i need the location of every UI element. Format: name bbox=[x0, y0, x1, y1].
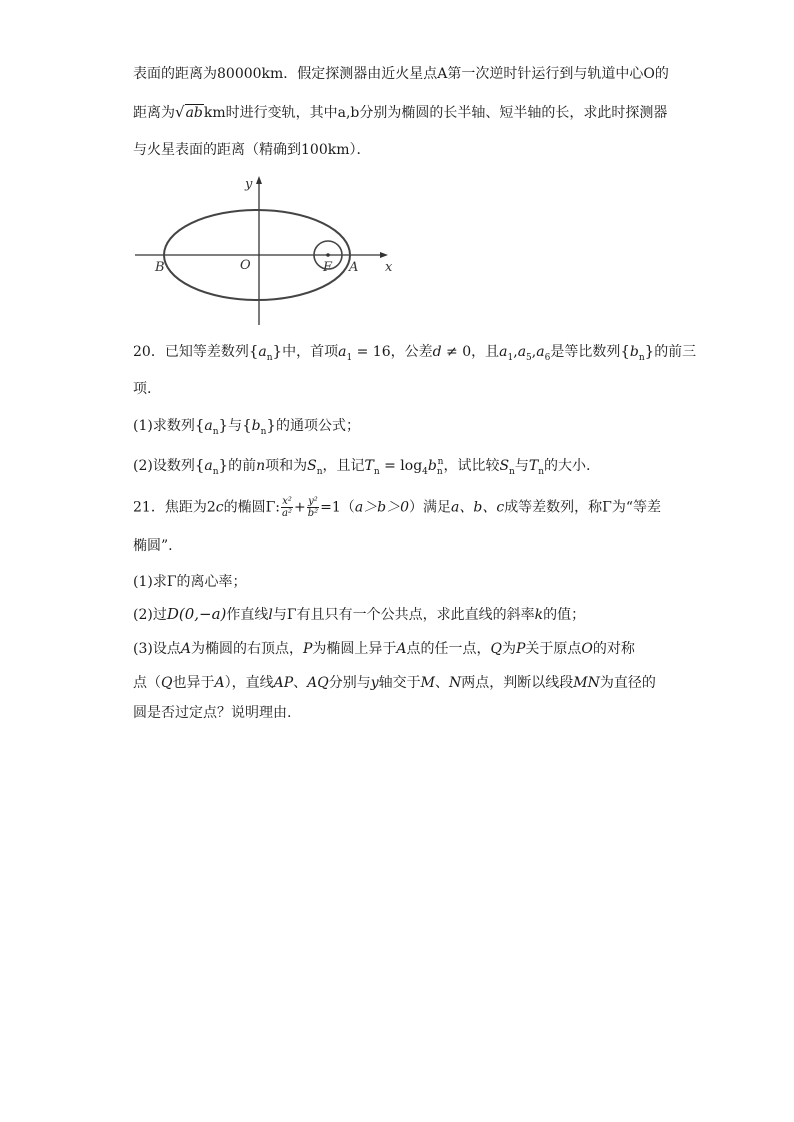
k-var: k bbox=[534, 607, 544, 623]
term-sub-5: 5 bbox=[526, 352, 532, 363]
q21-part-1: (1)求Γ的离心率； bbox=[133, 574, 247, 590]
q20-text-a: 已知等差数列 bbox=[164, 344, 249, 360]
sep: 、 bbox=[293, 675, 308, 691]
p3-g: 的对称 bbox=[592, 641, 635, 657]
q21-text-a: 焦距为2 bbox=[164, 499, 216, 516]
point-D: D(0,−a) bbox=[166, 605, 227, 623]
M-var: M bbox=[420, 675, 435, 691]
b-in-log: b bbox=[427, 458, 437, 474]
brace: } bbox=[266, 416, 276, 434]
brace: { bbox=[194, 456, 205, 474]
q20-p2-mid5: 与 bbox=[514, 458, 529, 474]
q20-p1-mid: 与 bbox=[228, 418, 243, 434]
S-sub: n bbox=[316, 466, 323, 477]
S-var: S bbox=[307, 458, 317, 474]
T-var: T bbox=[364, 458, 374, 474]
A-var: A bbox=[180, 641, 191, 657]
brace: } bbox=[218, 416, 229, 434]
q20-p2-mid4: ，试比较 bbox=[443, 458, 500, 474]
q21-p2-a: 作直线 bbox=[226, 607, 269, 623]
b-sup: n bbox=[437, 457, 444, 468]
q20-p2-mid3: ，且记 bbox=[322, 458, 365, 474]
point-label-F: F bbox=[323, 260, 333, 275]
q21-p2-b: 与Γ有且只有一个公共点，求此直线的斜率 bbox=[272, 607, 535, 623]
brace: } bbox=[218, 456, 229, 474]
y-var: y bbox=[370, 675, 379, 691]
S-sub-2: n bbox=[509, 466, 515, 477]
q21-line-1 bbox=[133, 496, 661, 519]
Q-var-2: Q bbox=[161, 675, 173, 691]
p3-l2-d: 分别与 bbox=[328, 675, 371, 691]
q20-text-b: 中，首项 bbox=[282, 344, 339, 360]
fx-den: a² bbox=[282, 508, 293, 519]
P-var-2: P bbox=[516, 641, 526, 657]
sqrt-ab-text: ab bbox=[185, 105, 203, 121]
T-sub-2: n bbox=[538, 466, 544, 477]
q20-text-e: 是等比数列 bbox=[550, 344, 621, 360]
q20-text-f: 的前三 bbox=[654, 344, 697, 360]
fraction-x bbox=[281, 496, 293, 519]
p3-b: 为椭圆的右顶点， bbox=[190, 641, 303, 657]
q19-line-3: 与火星表面的距离（精确到100km）． bbox=[133, 142, 371, 158]
brace: { bbox=[242, 416, 252, 434]
point-label-B: B bbox=[155, 260, 165, 275]
q21-text-b: 的椭圆Γ: bbox=[223, 499, 281, 516]
q19-line-2: 距离为√abkm时进行变轨，其中a,b分别为椭圆的长半轴、短半轴的长，求此时探测器 bbox=[133, 103, 668, 121]
q21-text-c: ）满足 bbox=[409, 499, 452, 516]
focus-dot bbox=[326, 253, 330, 257]
q21-part-2 bbox=[133, 604, 585, 625]
d-cond: ≠ 0 bbox=[441, 344, 472, 360]
q21-line-2: 椭圆”. bbox=[133, 538, 173, 554]
q21-p2-c: 的值； bbox=[543, 607, 586, 623]
a1-val: = 16 bbox=[352, 344, 391, 360]
q19-line-2-pre: 距离为 bbox=[133, 105, 175, 121]
q20-part-1 bbox=[133, 415, 360, 436]
p3-l2-f: 两点，判断以线段 bbox=[461, 675, 574, 691]
A-var-3: A bbox=[214, 675, 225, 691]
cond: a＞b＞0 bbox=[354, 499, 410, 516]
a1: a bbox=[338, 344, 347, 360]
q20-p2-pre: (2)设数列 bbox=[133, 458, 195, 474]
q21-part-3-line-3: 圆是否过定点？说明理由. bbox=[133, 705, 292, 721]
q20-p1-pre: (1)求数列 bbox=[133, 418, 195, 434]
n-var: n bbox=[256, 458, 266, 474]
p3-l2-e: 轴交于 bbox=[378, 675, 421, 691]
q20-text-c: ，公差 bbox=[390, 344, 433, 360]
log-base: 4 bbox=[422, 466, 428, 477]
T-sub: n bbox=[373, 466, 380, 477]
point-label-A: A bbox=[349, 260, 359, 275]
q20-p2-mid2: 项和为 bbox=[265, 458, 308, 474]
p3-l2-c: ），直线 bbox=[224, 675, 274, 691]
plus: + bbox=[294, 499, 306, 516]
O-var: O bbox=[581, 641, 593, 657]
term-a6: a bbox=[536, 344, 545, 360]
d-var: d bbox=[432, 344, 442, 360]
q21-part-3-line-2 bbox=[133, 673, 656, 693]
sub-n-p1: n bbox=[212, 426, 219, 437]
y-axis-label: y bbox=[245, 177, 253, 192]
fy-den: b² bbox=[307, 508, 319, 519]
q20-p2-post: 的大小. bbox=[543, 458, 591, 474]
AP-var: AP bbox=[273, 675, 294, 691]
x-axis-label: x bbox=[385, 260, 393, 275]
log: = log bbox=[379, 458, 423, 474]
sub-n-b: n bbox=[638, 352, 645, 363]
MN-var: MN bbox=[573, 675, 600, 691]
l-var: l bbox=[268, 607, 273, 623]
brace-close: } bbox=[272, 342, 283, 360]
sep-2: 、 bbox=[435, 675, 449, 691]
point-label-O: O bbox=[240, 258, 251, 273]
term-sub-1: 1 bbox=[507, 352, 514, 363]
brace-open: { bbox=[248, 342, 259, 360]
term-sub-6: 6 bbox=[544, 352, 551, 363]
Q-var: Q bbox=[490, 641, 502, 657]
q20-p1-post: 的通项公式； bbox=[275, 418, 360, 434]
sub-n: n bbox=[266, 352, 273, 363]
q20-text-d: ，且 bbox=[471, 344, 500, 360]
abc: a、b、c bbox=[451, 499, 505, 516]
q20-p2-mid: 的前 bbox=[228, 458, 257, 474]
N-var: N bbox=[449, 675, 462, 691]
b-sub: n bbox=[436, 466, 443, 477]
seq-b-p1: b bbox=[251, 418, 261, 434]
sub-n-p2: n bbox=[212, 466, 219, 477]
ellipse-figure bbox=[133, 174, 393, 330]
brace-open-b: { bbox=[620, 342, 630, 360]
brace-close-b: } bbox=[644, 342, 655, 360]
term-a5: a bbox=[517, 344, 527, 360]
AQ-var: AQ bbox=[307, 675, 329, 691]
p3-d: 点的任一点， bbox=[406, 641, 491, 657]
sqrt-ab bbox=[185, 104, 204, 121]
p3-l2-g: 为直径的 bbox=[599, 675, 656, 691]
sub-n-p1b: n bbox=[260, 426, 267, 437]
S-var-2: S bbox=[499, 458, 510, 474]
a1-sub: 1 bbox=[346, 352, 353, 363]
term-a1: a bbox=[499, 344, 508, 360]
p3-l2-b: 也异于 bbox=[172, 675, 215, 691]
p3-a: (3)设点 bbox=[133, 641, 181, 657]
p3-e: 为 bbox=[502, 641, 516, 657]
x-axis-arrow bbox=[380, 252, 388, 258]
fraction-y bbox=[307, 496, 319, 519]
p3-c: 为椭圆上异于 bbox=[312, 641, 397, 657]
q21-text-d: 成等差数列，称Γ为“等差 bbox=[504, 499, 662, 516]
T-var-2: T bbox=[528, 458, 539, 474]
q21-p2-pre: (2)过 bbox=[133, 607, 167, 623]
eq1: =1（ bbox=[320, 499, 355, 516]
P-var: P bbox=[302, 641, 313, 657]
A-var-2: A bbox=[396, 641, 407, 657]
q21-part-3-line-1 bbox=[133, 639, 635, 659]
seq-b: b bbox=[629, 344, 639, 360]
q20-line-2: 项. bbox=[133, 381, 152, 397]
fx-num: x² bbox=[282, 496, 292, 507]
q21-number: 21． bbox=[133, 499, 165, 516]
p3-f: 关于原点 bbox=[525, 641, 582, 657]
q19-line-2-post: km时进行变轨，其中a,b分别为椭圆的长半轴、短半轴的长，求此时探测器 bbox=[203, 105, 668, 121]
q20-line-1: 20．已知等差数列$\{a_n\}$中，首项$a_1 = 16$，公差d ≠ 0，且$a_1,a_5,a_6$是等比数列$\{b_n\}$的前三 bbox=[133, 342, 697, 363]
fy-num: y² bbox=[308, 496, 318, 507]
seq-a-p1: a bbox=[204, 418, 213, 434]
seq-a: a bbox=[258, 344, 267, 360]
seq-a-p2: a bbox=[204, 458, 213, 474]
p3-l2-a: 点（ bbox=[133, 675, 161, 691]
q20-part-2 bbox=[133, 455, 590, 476]
y-axis-arrow bbox=[256, 176, 262, 184]
c-var: c bbox=[215, 499, 224, 516]
q20-number: 20． bbox=[133, 344, 165, 360]
brace: { bbox=[194, 416, 205, 434]
q19-line-1: 表面的距离为80000km．假定探测器由近火星点A第一次逆时针运行到与轨道中心O的 bbox=[133, 66, 669, 82]
